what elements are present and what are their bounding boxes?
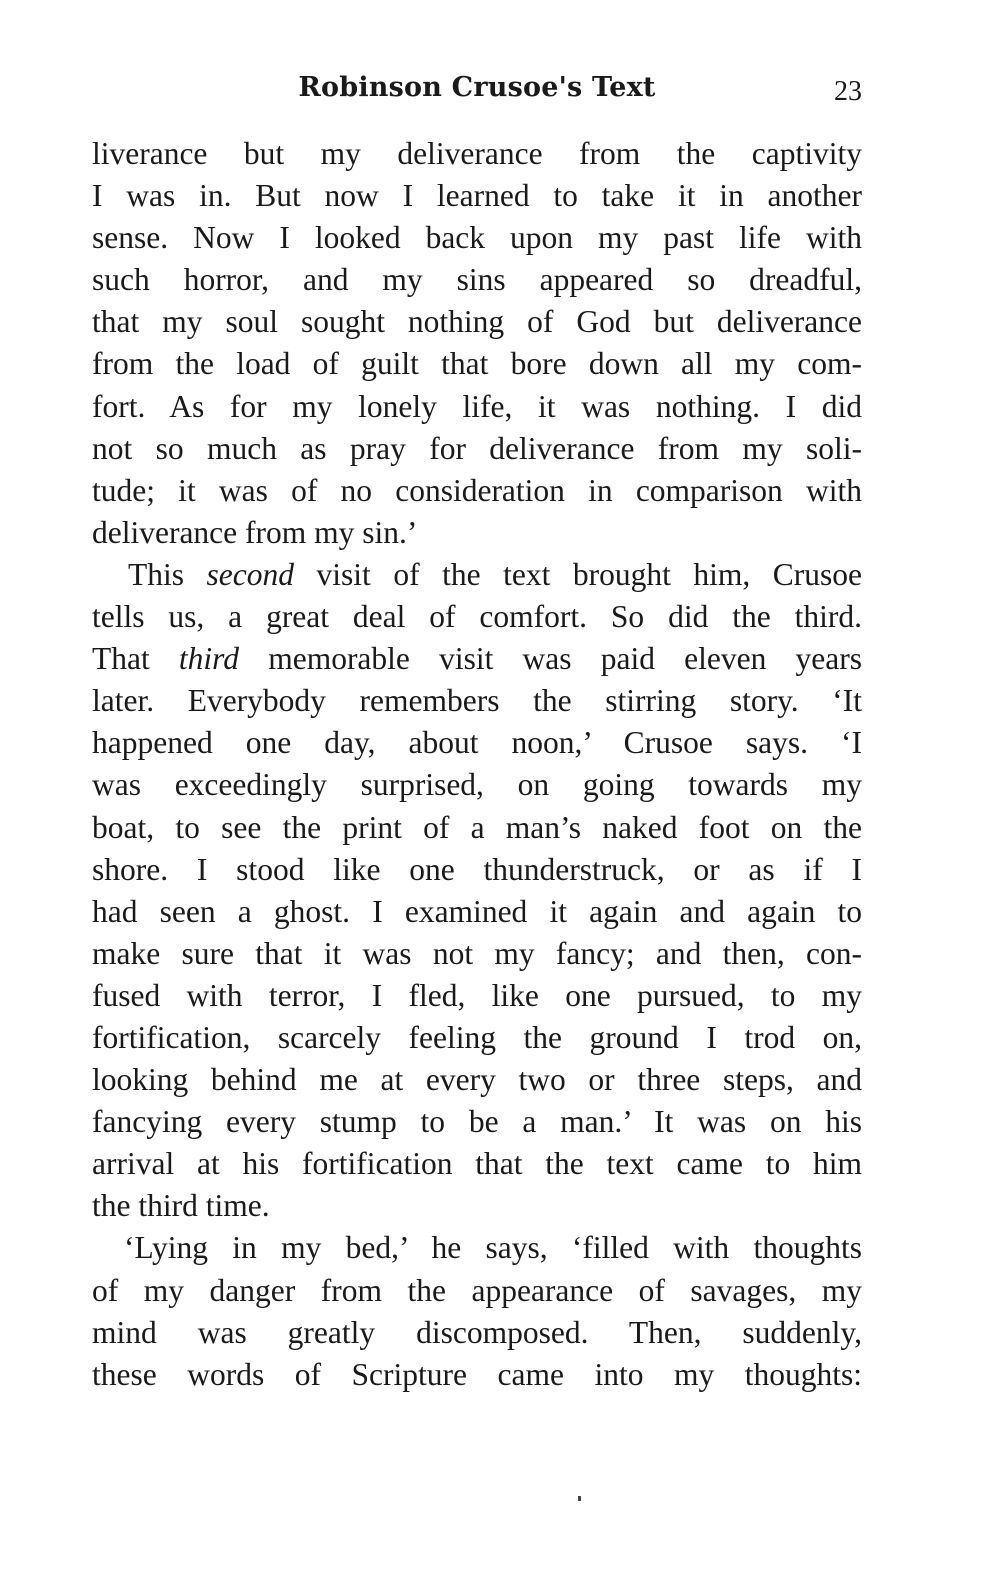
text-line: I was in. But now I learned to take it in another: [92, 178, 862, 214]
text-line: fused with terror, I fled, like one pursued, to my: [92, 977, 862, 1013]
text-line: fortification, scarcely feeling the ground I trod on,: [92, 1019, 862, 1055]
emphasis-second: second: [206, 556, 295, 592]
text-line: tude; it was of no consideration in comparison with: [92, 472, 862, 508]
text-run: memorable visit was paid eleven years: [239, 641, 862, 677]
text-line: not so much as pray for deliverance from my soli-: [92, 430, 862, 466]
text-line: make sure that it was not my fancy; and then, con-: [92, 935, 862, 971]
emphasis-third: third: [178, 641, 240, 677]
text-run: visit of the text brought him, Crusoe: [294, 556, 862, 592]
text-line: mind was greatly discomposed. Then, suddenly,: [92, 1314, 862, 1350]
text-line: such horror, and my sins appeared so dreadful,: [92, 262, 862, 298]
text-line: later. Everybody remembers the stirring story. ‘It: [92, 683, 862, 719]
running-head: [92, 72, 862, 116]
text-line: shore. I stood like one thunderstruck, or as if I: [92, 851, 862, 887]
text-line: tells us, a great deal of comfort. So did the third.: [92, 599, 862, 635]
text-line: arrival at his fortification that the text came to him: [92, 1146, 862, 1182]
text-line: was exceedingly surprised, on going towards my: [92, 767, 862, 803]
body-text: [92, 133, 862, 1396]
text-run: This: [128, 556, 207, 592]
text-line: boat, to see the print of a man’s naked foot on the: [92, 809, 862, 845]
running-title: Robinson Crusoe's Text: [298, 72, 656, 103]
page-number: 23: [834, 76, 862, 107]
text-line: happened one day, about noon,’ Crusoe says. ‘I: [92, 725, 862, 761]
text-line: looking behind me at every two or three steps, and: [92, 1062, 862, 1098]
text-line: fort. As for my lonely life, it was nothing. I did: [92, 388, 862, 424]
text-run: That: [92, 641, 179, 677]
text-line: of my danger from the appearance of savages, my: [92, 1272, 862, 1308]
text-line-paragraph-end: deliverance from my sin.’: [92, 514, 418, 550]
text-line: these words of Scripture came into my thoughts:: [92, 1356, 862, 1392]
text-line: liverance but my deliverance from the captivity: [92, 136, 862, 171]
text-line-paragraph-end: the third time.: [92, 1188, 270, 1224]
text-line-paragraph-start: ‘Lying in my bed,’ he says, ‘filled with thoughts: [124, 1230, 862, 1266]
text-line: had seen a ghost. I examined it again and again to: [92, 893, 862, 929]
text-line-paragraph-start: [92, 554, 862, 596]
text-line: fancying every stump to be a man.’ It was on his: [92, 1104, 862, 1140]
text-line: from the load of guilt that bore down all my com-: [92, 346, 862, 382]
text-line: that my soul sought nothing of God but deliverance: [92, 304, 862, 340]
text-line: [92, 638, 862, 680]
stray-ink-mark: [578, 1496, 581, 1501]
text-line: sense. Now I looked back upon my past life with: [92, 220, 862, 256]
